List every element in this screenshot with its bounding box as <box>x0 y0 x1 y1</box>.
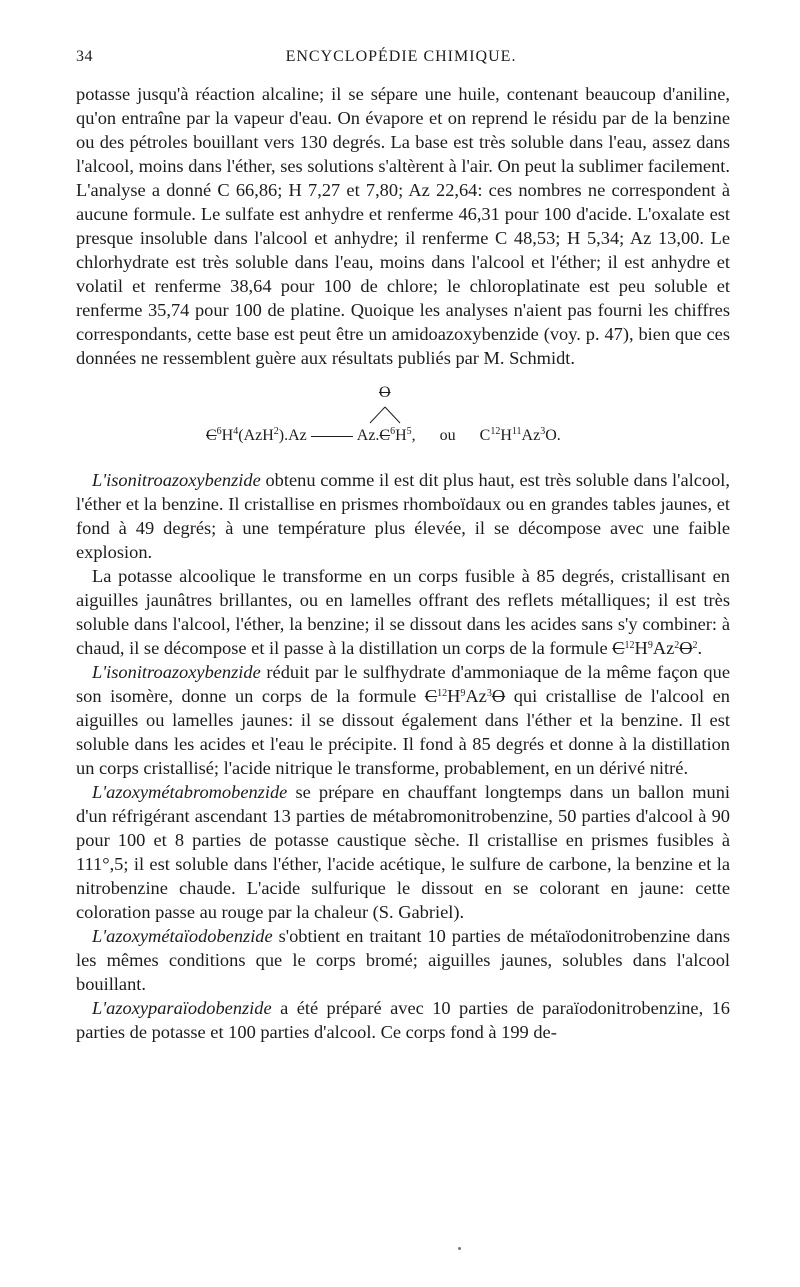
page-number: 34 <box>76 48 93 65</box>
running-title: ENCYCLOPÉDIE CHIMIQUE. <box>285 48 517 65</box>
paragraph-6: L'azoxymétaïodobenzide s'obtient en traitant 10 parties de métaïodonitrobenzine dans les mêmes conditions que le corps bromé; aiguilles jaunes, solubles dans l'alcool bouillant. <box>76 926 730 994</box>
paragraph-2: L'isonitroazoxybenzide obtenu comme il est dit plus haut, est très soluble dans l'alcool, l'éther et la benzine. Il cristallise en prismes rhomboïdaux ou en grandes tables jaunes, et fond à 49 degrés; à une température plus élevée, il se décompose avec une faible explosion. <box>76 470 730 562</box>
paragraph-1: potasse jusqu'à réaction alcaline; il se sépare une huile, contenant beaucoup d'aniline, qu'on entraîne par la vapeur d'eau. On évapore et on reprend le résidu par de la benzine ou des pétroles bouillant vers 130 degrés. La base est très soluble dans l'eau, assez dans l'alcool, moins dans l'éther, ses solutions s'altèrent à l'air. On peut la sublimer facilement. L'analyse a donné C 66,86; H 7,27 et 7,80; Az 22,64: ces nombres ne correspondent à aucune formule. Le sulfate est anhydre et renferme 46,31 pour 100 d'acide. L'oxalate est presque insoluble dans l'alcool et anhydre; il renferme C 48,53; H 5,34; Az 13,00. Le chlorhydrate est très soluble dans l'eau, moins dans l'alcool et l'éther; il est anhydre et volatil et renferme 38,64 pour 100 de chlore; le chloroplatinate est peu soluble et renferme 35,74 pour 100 de platine. Quoique les analyses n'aient pas fourni les chiffres correspondants, cette base est peut être un amidoazoxybenzide (voy. p. 47), bien que ces données ne ressemblent guère aux résultats publiés par M. Schmidt. <box>76 84 730 368</box>
structural-formula <box>76 378 730 462</box>
formula-bridge-lines <box>368 406 402 424</box>
paragraph-5: L'azoxymétabromobenzide se prépare en chauffant longtemps dans un ballon muni d'un réfrigérant ascendant 13 parties de métabromonitrobenzine, 50 parties d'alcool à 90 pour 100 et 8 parties de potasse caustique sèche. Il cristallise en prismes fusibles à 111°,5; il est soluble dans l'éther, l'acide acétique, le sulfure de carbone, la benzine et la nitrobenzine chaude. L'acide sulfurique le dissout en se colorant en jaune: cette coloration passe au rouge par la chaleur (S. Gabriel). <box>76 782 730 922</box>
formula-oxygen-atom: O <box>379 384 391 401</box>
formula-line: $C^6H^4(AzH^2).Az$ $Az.C^6H^5$, ou $C^{12}H^{11}Az^3O$. <box>206 426 561 444</box>
page-header <box>76 48 726 72</box>
formula-bond-line <box>311 436 353 437</box>
body-text <box>76 82 730 1044</box>
paragraph-3: La potasse alcoolique le transforme en un corps fusible à 85 degrés, cristallisant en aiguilles jaunâtres brillantes, ou en lamelles offrant des reflets métalliques; il est très soluble dans l'alcool, l'éther, la benzine; il se dissout dans les acides sans s'y combiner: à chaud, il se décompose et il passe à la distillation un corps de la formule $C^{12}H^9Az^2O^2$. <box>76 566 730 658</box>
paragraph-7: L'azoxyparaïodobenzide a été préparé avec 10 parties de paraïodonitrobenzine, 16 parties de potasse et 100 parties d'alcool. Ce corps fond à 199 de- <box>76 998 730 1042</box>
paper-speck <box>458 1247 461 1250</box>
paragraph-4: L'isonitroazoxybenzide réduit par le sulfhydrate d'ammoniaque de la même façon que son isomère, donne un corps de la formule $C^{12}H^9Az^3O$ qui cristallise de l'alcool en aiguilles ou lamelles jaunes: il se dissout également dans l'éther et la benzine. Il est soluble dans les acides et l'eau le précipite. Il fond à 85 degrés et donne à la distillation un corps cristallisé; l'acide nitrique le transforme, probablement, en un dérivé nitré. <box>76 662 730 778</box>
